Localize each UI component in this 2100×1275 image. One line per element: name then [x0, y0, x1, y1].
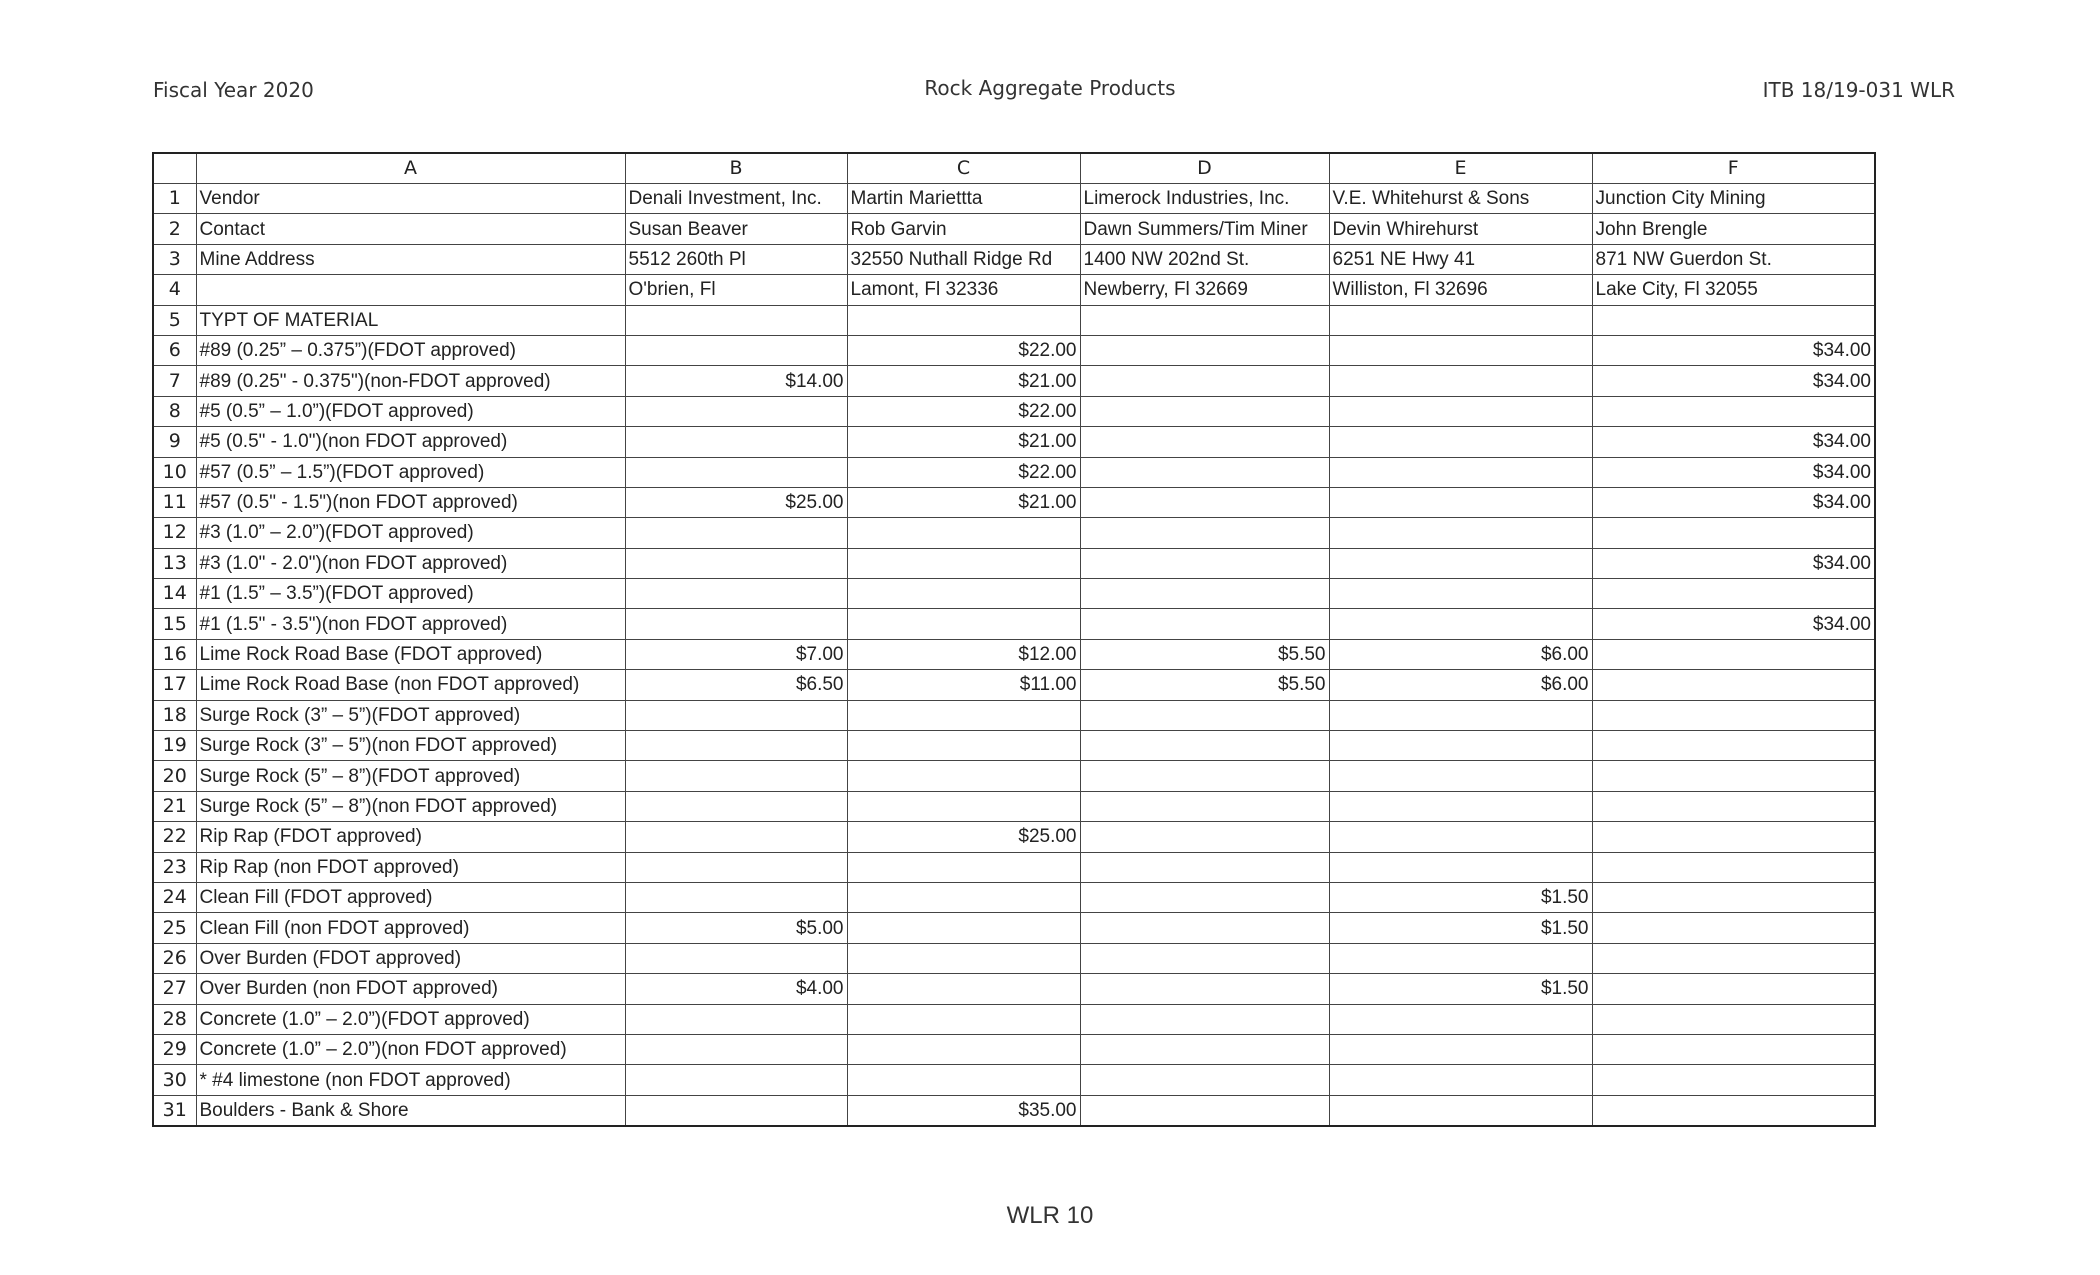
cell-a: Clean Fill (FDOT approved) [196, 882, 625, 912]
table-row [153, 305, 1875, 335]
cell-a: Rip Rap (non FDOT approved) [196, 852, 625, 882]
table-row [153, 518, 1875, 548]
cell-f [1592, 852, 1875, 882]
cell-a: #3 (1.0” – 2.0”)(FDOT approved) [196, 518, 625, 548]
cell-d [1080, 882, 1329, 912]
row-number: 12 [153, 518, 196, 548]
cell-c: $22.00 [847, 457, 1080, 487]
cell-c [847, 305, 1080, 335]
cell-c [847, 1004, 1080, 1034]
row-number: 19 [153, 731, 196, 761]
cell-d [1080, 457, 1329, 487]
cell-d: Newberry, Fl 32669 [1080, 275, 1329, 305]
cell-d [1080, 822, 1329, 852]
row-number: 16 [153, 639, 196, 669]
table-row [153, 244, 1875, 274]
cell-a: Contact [196, 214, 625, 244]
column-header-row [153, 153, 1875, 184]
cell-e [1329, 1065, 1592, 1095]
header-title: Rock Aggregate Products [924, 76, 1176, 100]
cell-c: $22.00 [847, 396, 1080, 426]
cell-e: $1.50 [1329, 974, 1592, 1004]
cell-c [847, 609, 1080, 639]
cell-a: Lime Rock Road Base (FDOT approved) [196, 639, 625, 669]
cell-e [1329, 487, 1592, 517]
cell-a: #57 (0.5” – 1.5”)(FDOT approved) [196, 457, 625, 487]
cell-f: 871 NW Guerdon St. [1592, 244, 1875, 274]
cell-f [1592, 1004, 1875, 1034]
table-row [153, 427, 1875, 457]
cell-c: Lamont, Fl 32336 [847, 275, 1080, 305]
table-row [153, 579, 1875, 609]
cell-a: Rip Rap (FDOT approved) [196, 822, 625, 852]
cell-a: #1 (1.5" - 3.5")(non FDOT approved) [196, 609, 625, 639]
cell-b [625, 1065, 847, 1095]
cell-e [1329, 579, 1592, 609]
cell-b [625, 731, 847, 761]
cell-e: Devin Whirehurst [1329, 214, 1592, 244]
cell-e [1329, 1095, 1592, 1126]
cell-a: Clean Fill (non FDOT approved) [196, 913, 625, 943]
cell-b: O'brien, Fl [625, 275, 847, 305]
cell-f [1592, 700, 1875, 730]
cell-b [625, 1004, 847, 1034]
cell-a [196, 275, 625, 305]
row-number: 27 [153, 974, 196, 1004]
cell-b [625, 335, 847, 365]
cell-e [1329, 852, 1592, 882]
cell-a: Surge Rock (5” – 8”)(FDOT approved) [196, 761, 625, 791]
cell-c: $22.00 [847, 335, 1080, 365]
cell-a: #3 (1.0" - 2.0")(non FDOT approved) [196, 548, 625, 578]
cell-e [1329, 791, 1592, 821]
cell-f [1592, 731, 1875, 761]
cell-f [1592, 822, 1875, 852]
cell-d [1080, 609, 1329, 639]
row-number: 15 [153, 609, 196, 639]
cell-a: * #4 limestone (non FDOT approved) [196, 1065, 625, 1095]
cell-b [625, 609, 847, 639]
row-number: 25 [153, 913, 196, 943]
cell-d [1080, 1095, 1329, 1126]
cell-e [1329, 396, 1592, 426]
cell-e: $1.50 [1329, 882, 1592, 912]
cell-c [847, 913, 1080, 943]
cell-a: Boulders - Bank & Shore [196, 1095, 625, 1126]
table-row [153, 1065, 1875, 1095]
cell-d [1080, 487, 1329, 517]
table-row [153, 1034, 1875, 1064]
cell-e: $6.00 [1329, 639, 1592, 669]
cell-c [847, 1065, 1080, 1095]
cell-a: Over Burden (FDOT approved) [196, 943, 625, 973]
cell-f [1592, 396, 1875, 426]
cell-e: $1.50 [1329, 913, 1592, 943]
row-number: 30 [153, 1065, 196, 1095]
cell-a: #89 (0.25" - 0.375")(non-FDOT approved) [196, 366, 625, 396]
cell-d [1080, 396, 1329, 426]
cell-c: $35.00 [847, 1095, 1080, 1126]
cell-c [847, 882, 1080, 912]
cell-c: $21.00 [847, 427, 1080, 457]
cell-b [625, 1034, 847, 1064]
cell-b [625, 822, 847, 852]
cell-c: $21.00 [847, 487, 1080, 517]
cell-a: #1 (1.5” – 3.5”)(FDOT approved) [196, 579, 625, 609]
cell-f: $34.00 [1592, 335, 1875, 365]
row-number: 2 [153, 214, 196, 244]
cell-e [1329, 305, 1592, 335]
cell-c [847, 974, 1080, 1004]
cell-b: $6.50 [625, 670, 847, 700]
row-number: 8 [153, 396, 196, 426]
header-fiscal-year: Fiscal Year 2020 [153, 78, 314, 102]
table-row [153, 396, 1875, 426]
row-number: 20 [153, 761, 196, 791]
cell-d [1080, 1065, 1329, 1095]
cell-a: Vendor [196, 184, 625, 214]
table-row [153, 731, 1875, 761]
cell-a: #5 (0.5" - 1.0")(non FDOT approved) [196, 427, 625, 457]
cell-d: 1400 NW 202nd St. [1080, 244, 1329, 274]
row-number: 4 [153, 275, 196, 305]
cell-d [1080, 700, 1329, 730]
cell-d [1080, 791, 1329, 821]
cell-d [1080, 1004, 1329, 1034]
row-number: 21 [153, 791, 196, 821]
cell-c [847, 852, 1080, 882]
cell-d [1080, 974, 1329, 1004]
table-row [153, 882, 1875, 912]
cell-d [1080, 761, 1329, 791]
cell-c: Rob Garvin [847, 214, 1080, 244]
cell-f: $34.00 [1592, 366, 1875, 396]
cell-b [625, 305, 847, 335]
table-row [153, 700, 1875, 730]
row-number: 31 [153, 1095, 196, 1126]
cell-e: 6251 NE Hwy 41 [1329, 244, 1592, 274]
row-number: 11 [153, 487, 196, 517]
cell-d: $5.50 [1080, 639, 1329, 669]
cell-b: $14.00 [625, 366, 847, 396]
cell-b [625, 943, 847, 973]
cell-e [1329, 761, 1592, 791]
table-row [153, 852, 1875, 882]
cell-b [625, 396, 847, 426]
cell-d: $5.50 [1080, 670, 1329, 700]
row-number: 5 [153, 305, 196, 335]
cell-a: Surge Rock (3” – 5”)(FDOT approved) [196, 700, 625, 730]
cell-b [625, 427, 847, 457]
cell-e [1329, 943, 1592, 973]
row-number: 24 [153, 882, 196, 912]
row-number: 10 [153, 457, 196, 487]
column-header-a: A [196, 153, 625, 184]
page-footer: WLR 10 [1006, 1202, 1094, 1229]
cell-e [1329, 1004, 1592, 1034]
cell-e: V.E. Whitehurst & Sons [1329, 184, 1592, 214]
cell-b [625, 700, 847, 730]
cell-c [847, 548, 1080, 578]
corner-cell [153, 153, 196, 184]
cell-f [1592, 761, 1875, 791]
row-number: 29 [153, 1034, 196, 1064]
table-row [153, 457, 1875, 487]
cell-c [847, 761, 1080, 791]
header-itb-number: ITB 18/19-031 WLR [1762, 78, 1955, 102]
cell-d [1080, 518, 1329, 548]
column-header-d: D [1080, 153, 1329, 184]
cell-f: $34.00 [1592, 427, 1875, 457]
cell-d [1080, 852, 1329, 882]
table-row [153, 548, 1875, 578]
cell-b [625, 791, 847, 821]
cell-b: $4.00 [625, 974, 847, 1004]
table-row [153, 275, 1875, 305]
table-row [153, 943, 1875, 973]
row-number: 18 [153, 700, 196, 730]
cell-f: $34.00 [1592, 548, 1875, 578]
table-row [153, 609, 1875, 639]
cell-d [1080, 335, 1329, 365]
table-row [153, 335, 1875, 365]
cell-d [1080, 427, 1329, 457]
cell-d [1080, 305, 1329, 335]
cell-f [1592, 579, 1875, 609]
row-number: 6 [153, 335, 196, 365]
cell-f: $34.00 [1592, 487, 1875, 517]
cell-c [847, 518, 1080, 548]
cell-b [625, 852, 847, 882]
table-row [153, 670, 1875, 700]
cell-e [1329, 335, 1592, 365]
cell-c: 32550 Nuthall Ridge Rd [847, 244, 1080, 274]
cell-d [1080, 548, 1329, 578]
cell-f [1592, 639, 1875, 669]
cell-d [1080, 366, 1329, 396]
cell-a: Lime Rock Road Base (non FDOT approved) [196, 670, 625, 700]
cell-f: Junction City Mining [1592, 184, 1875, 214]
cell-a: #89 (0.25” – 0.375”)(FDOT approved) [196, 335, 625, 365]
table-row [153, 487, 1875, 517]
cell-c: $11.00 [847, 670, 1080, 700]
cell-b [625, 548, 847, 578]
table-row [153, 639, 1875, 669]
cell-b [625, 1095, 847, 1126]
row-number: 23 [153, 852, 196, 882]
cell-e [1329, 731, 1592, 761]
table-row [153, 366, 1875, 396]
cell-e [1329, 700, 1592, 730]
cell-d [1080, 913, 1329, 943]
cell-e [1329, 457, 1592, 487]
cell-c [847, 579, 1080, 609]
row-number: 26 [153, 943, 196, 973]
column-header-f: F [1592, 153, 1875, 184]
cell-c: $25.00 [847, 822, 1080, 852]
cell-f [1592, 974, 1875, 1004]
cell-a: #5 (0.5” – 1.0”)(FDOT approved) [196, 396, 625, 426]
cell-e [1329, 518, 1592, 548]
row-number: 17 [153, 670, 196, 700]
cell-b: $5.00 [625, 913, 847, 943]
cell-b [625, 882, 847, 912]
cell-c: $12.00 [847, 639, 1080, 669]
cell-e [1329, 366, 1592, 396]
cell-f [1592, 791, 1875, 821]
table-row [153, 822, 1875, 852]
cell-e [1329, 548, 1592, 578]
cell-b: Susan Beaver [625, 214, 847, 244]
table-row [153, 1004, 1875, 1034]
cell-a: Over Burden (non FDOT approved) [196, 974, 625, 1004]
cell-f [1592, 913, 1875, 943]
cell-e [1329, 822, 1592, 852]
cell-f [1592, 305, 1875, 335]
cell-f [1592, 1095, 1875, 1126]
row-number: 14 [153, 579, 196, 609]
cell-e [1329, 1034, 1592, 1064]
cell-d [1080, 579, 1329, 609]
cell-c [847, 791, 1080, 821]
table-row [153, 974, 1875, 1004]
price-table [152, 152, 1876, 1127]
cell-d: Limerock Industries, Inc. [1080, 184, 1329, 214]
cell-c [847, 1034, 1080, 1064]
cell-a: TYPT OF MATERIAL [196, 305, 625, 335]
cell-a: Mine Address [196, 244, 625, 274]
cell-b [625, 761, 847, 791]
cell-a: Surge Rock (3” – 5”)(non FDOT approved) [196, 731, 625, 761]
cell-e [1329, 427, 1592, 457]
cell-f: $34.00 [1592, 609, 1875, 639]
cell-d: Dawn Summers/Tim Miner [1080, 214, 1329, 244]
row-number: 28 [153, 1004, 196, 1034]
cell-c [847, 731, 1080, 761]
table-row [153, 214, 1875, 244]
cell-d [1080, 943, 1329, 973]
cell-b [625, 457, 847, 487]
cell-f [1592, 518, 1875, 548]
row-number: 22 [153, 822, 196, 852]
cell-a: Surge Rock (5” – 8”)(non FDOT approved) [196, 791, 625, 821]
cell-b: 5512 260th Pl [625, 244, 847, 274]
cell-f [1592, 1034, 1875, 1064]
cell-a: Concrete (1.0” – 2.0”)(non FDOT approved) [196, 1034, 625, 1064]
cell-b: $7.00 [625, 639, 847, 669]
cell-e: $6.00 [1329, 670, 1592, 700]
cell-a: Concrete (1.0” – 2.0”)(FDOT approved) [196, 1004, 625, 1034]
cell-e: Williston, Fl 32696 [1329, 275, 1592, 305]
cell-b: Denali Investment, Inc. [625, 184, 847, 214]
row-number: 1 [153, 184, 196, 214]
cell-b [625, 518, 847, 548]
cell-d [1080, 1034, 1329, 1064]
cell-c: $21.00 [847, 366, 1080, 396]
cell-f: John Brengle [1592, 214, 1875, 244]
row-number: 3 [153, 244, 196, 274]
cell-f [1592, 882, 1875, 912]
cell-c [847, 943, 1080, 973]
cell-f [1592, 1065, 1875, 1095]
cell-e [1329, 609, 1592, 639]
cell-f: $34.00 [1592, 457, 1875, 487]
cell-d [1080, 731, 1329, 761]
cell-c [847, 700, 1080, 730]
cell-f [1592, 943, 1875, 973]
cell-b: $25.00 [625, 487, 847, 517]
table-row [153, 791, 1875, 821]
table-row [153, 184, 1875, 214]
column-header-e: E [1329, 153, 1592, 184]
cell-c: Martin Mariettta [847, 184, 1080, 214]
column-header-b: B [625, 153, 847, 184]
row-number: 9 [153, 427, 196, 457]
row-number: 13 [153, 548, 196, 578]
table-row [153, 1095, 1875, 1126]
column-header-c: C [847, 153, 1080, 184]
table-row [153, 761, 1875, 791]
cell-b [625, 579, 847, 609]
row-number: 7 [153, 366, 196, 396]
cell-f: Lake City, Fl 32055 [1592, 275, 1875, 305]
table-row [153, 913, 1875, 943]
cell-f [1592, 670, 1875, 700]
cell-a: #57 (0.5" - 1.5")(non FDOT approved) [196, 487, 625, 517]
